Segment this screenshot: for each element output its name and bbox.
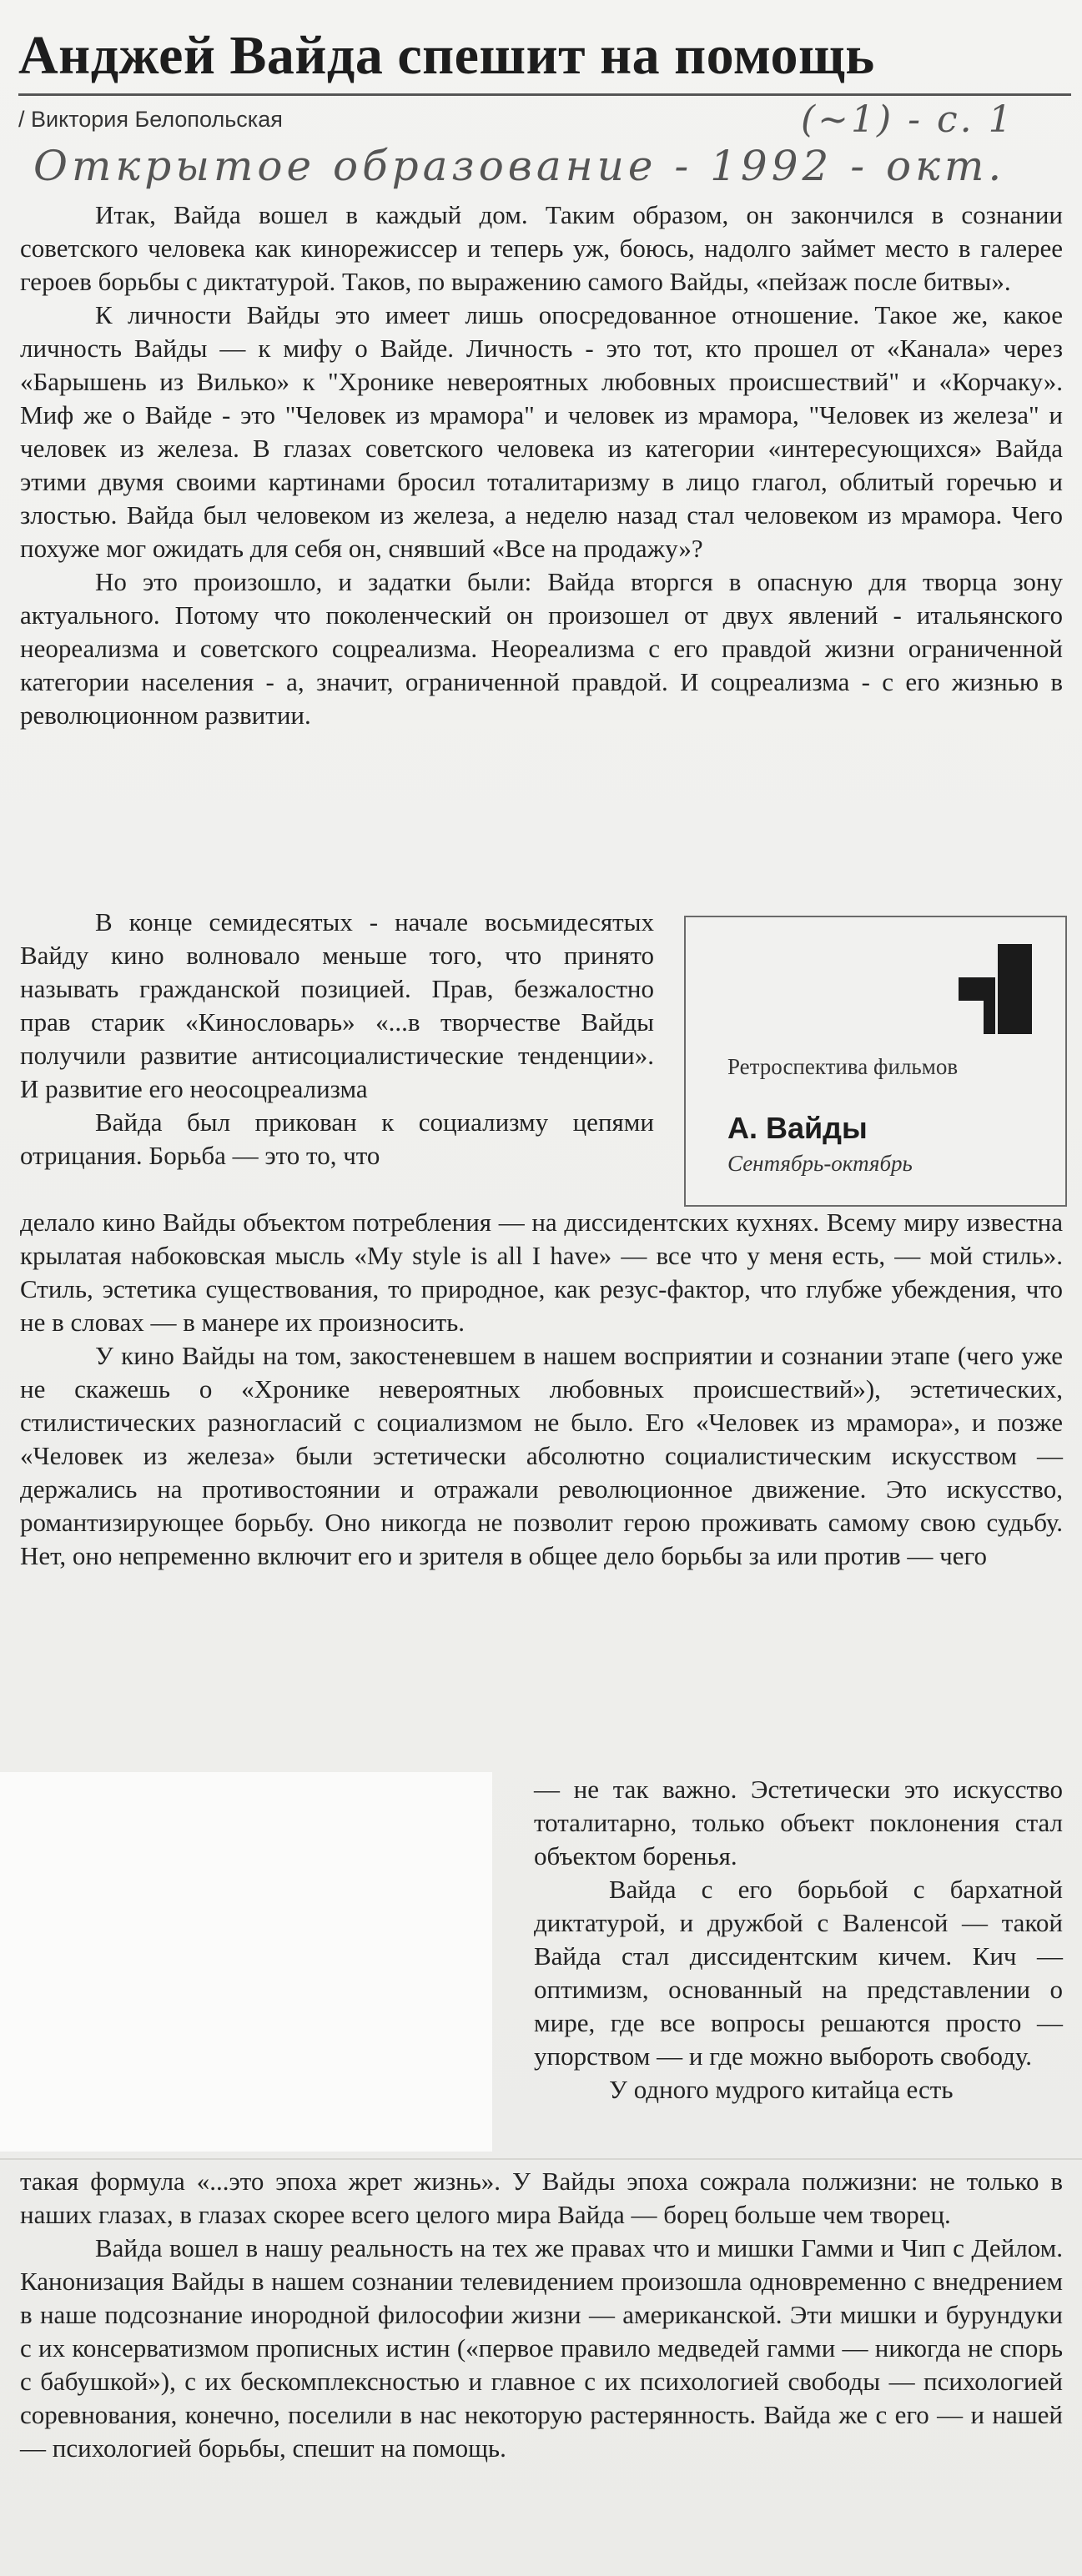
paragraph-1: Итак, Вайда вошел в каждый дом. Таким образом, он закончился в сознании советского человека как кинорежиссер и теперь уж, боюсь, надолго займет место в галерее героев борьбы с диктатурой. Таков, по выражению самого Вайды, «пейзаж после битвы». [20, 200, 1063, 296]
blank-cutout-area [0, 1772, 492, 2152]
paragraph-2: К личности Вайды это имеет лишь опосредованное отношение. Такое же, какое личность Вайды — к мифу о Вайде. Личность - это тот, кто прошел от «Канала» через «Барышень из Вилько» к "Хронике невероятных любовных происшествий" и «Корчаку». Миф же о Вайде - это "Человек из мрамора" и человек из мрамора, "Человек из железа" и человек из железа. В глазах советского человека из категории «интересующихся» Вайда этими двумя своими картинами бросил тоталитаризму в лицо глагол, облитый горечью и злостью. Вайда был человеком из железа, а неделю назад стал человеком из мрамора. Чего похуже мог ожидать для себя он, снявший «Все на продажу»? [20, 300, 1063, 563]
paragraph-4: В конце семидесятых - начале восьмидесятых Вайду кино волновало меньше того, что принято называть гражданской позицией. Прав, безжалостно прав старик «Кинословарь» «...в творчестве Вайды получили развитие антисоциалистические тенденции». И развитие его неосоцреализма [20, 907, 654, 1103]
retrospective-dates: Сентябрь-октябрь [727, 1151, 913, 1176]
retrospective-name: А. Вайды [727, 1111, 868, 1145]
article-middle [20, 1206, 1063, 1573]
fold-line [0, 2158, 1082, 2160]
article-column-right [534, 1773, 1063, 2106]
paragraph-12: Вайда вошел в нашу реальность на тех же правах что и мишки Гамми и Чип с Дейлом. Канонизация Вайды в нашем сознании телевидением произошла одновременно с внедрением в наше подсознание инородной философии жизни — американской. Эти мишки и бурундуки с их консерватизмом прописных истин («первое правило медведей гамми — никогда не спорь с бабушкой»), с их бескомплексностью и главное с их психологией свободы — психологией соревнования, конечно, поселили в нас некоторую растерянность. Вайда же с его — и нашей — психологией борьбы, спешит на помощь. [20, 2233, 1063, 2463]
handwritten-note-page: (~1) - с. 1 [801, 98, 1014, 141]
paragraph-7: У кино Вайды на том, закостеневшем в нашем восприятии и сознании этапе (чего уже не скажешь о «Хронике невероятных любовных происшествий»), эстетических, стилистических разногласий с социализмом не было. Его «Человек из мрамора», и позже «Человек из железа» были эстетически абсолютно социалистическим искусством — держались на противостоянии и отражали революционное движение. Это искусство, романтизирующее борьбу. Оно никогда не позволит герою проживать самому свою судьбу. Нет, оно непременно включит его и зрителя в общее дело борьбы за или против — чего [20, 1341, 1063, 1570]
retrospective-label: Ретроспектива фильмов [727, 1054, 959, 1079]
paragraph-8: — не так важно. Эстетически это искусство тоталитарно, только объект поклонения стал объектом боренья. [534, 1775, 1063, 1870]
paragraph-3: Но это произошло, и задатки были: Вайда вторгся в опасную для творца зону актуального. Потому что поколенческий он произошел от двух явлений - итальянского неореализма и советского соцреализма. Неореализма с его правдой жизни ограниченной категории населения - а, значит, ограниченной правдой. И соцреализма - с его жизнью в революционном развитии. [20, 567, 1063, 730]
paragraph-6: делало кино Вайды объектом потребления — на диссидентских кухнях. Всему миру известна крылатая набоковская мысль «My style is all I have» — все что у меня есть, — мой стиль». Стиль, эстетика существования, то природное, как резус-фактор, что глубже убеждения, что не в словах — в манере их произносить. [20, 1208, 1063, 1337]
paragraph-9: Вайда с его борьбой с бархатной диктатурой, и дружбой с Валенсой — такой Вайда стал диссидентским кичем. Кич — оптимизм, основанный на представлении о мире, где все вопросы решаются просто — упорством — и где можно выбороть свободу. [534, 1875, 1063, 2071]
paragraph-10: У одного мудрого китайца есть [609, 2075, 954, 2104]
paragraph-5: Вайда был прикован к социализму цепями отрицания. Борьба — это то, что [20, 1107, 654, 1170]
article-intro [20, 198, 1063, 732]
retrospective-box [684, 916, 1067, 1207]
headline: Анджей Вайда спешит на помощь [18, 25, 875, 86]
paragraph-11: такая формула «...это эпоха жрет жизнь». У Вайды эпоха сожрала полжизни: не только в наших глазах, в глазах скорее всего целого мира Вайда — борец больше чем творец. [20, 2167, 1063, 2229]
handwritten-note-source: Открытое образование - 1992 - окт. [33, 142, 1006, 190]
byline: / Виктория Белопольская [18, 107, 283, 132]
article-ending [20, 2165, 1063, 2465]
headline-rule [18, 93, 1071, 96]
article-column-left [20, 906, 654, 1173]
number-one-icon [959, 944, 1032, 1034]
